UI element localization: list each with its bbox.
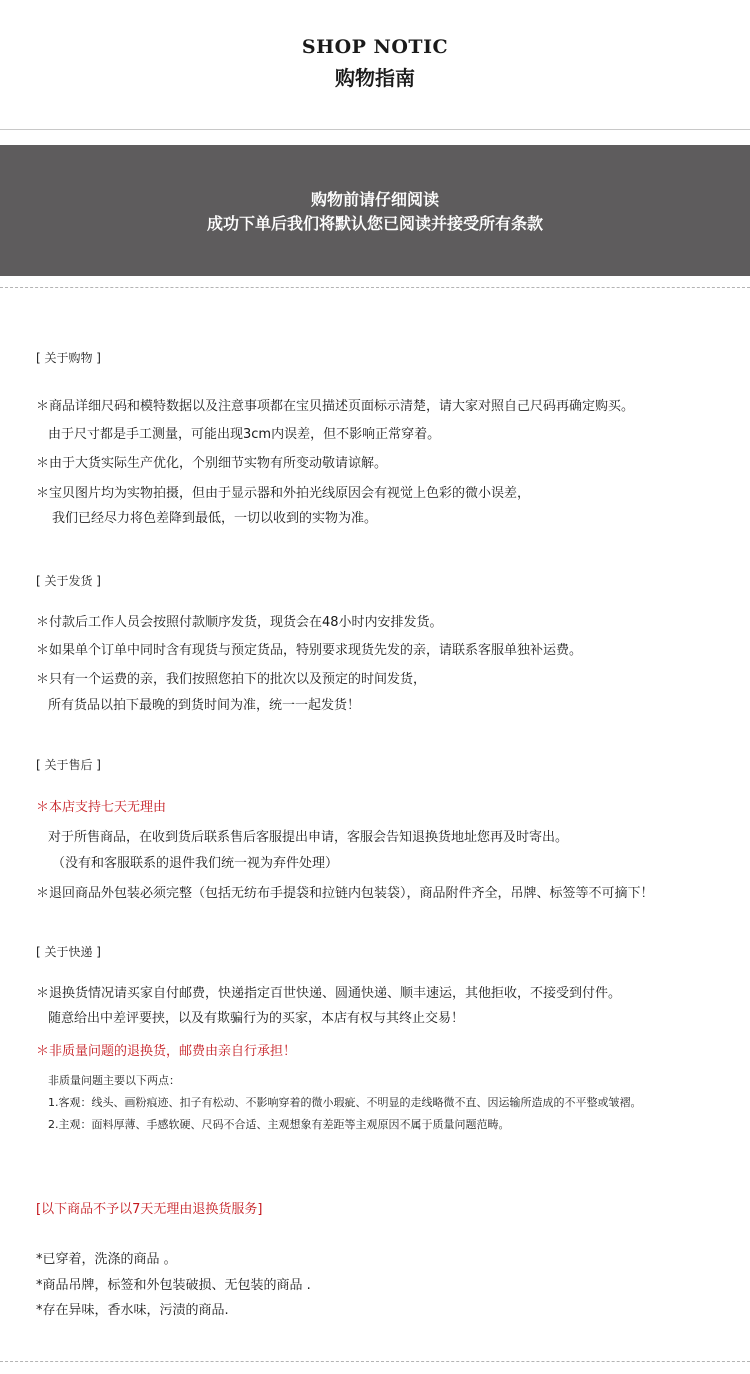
- shopping-line-3: ＊由于大货实际生产优化，个别细节实物有所变动敬请谅解。: [36, 456, 388, 471]
- express-line-3: ＊非质量问题的退换货，邮费由亲自行承担！: [36, 1044, 297, 1059]
- quality-note-1: 1.客观：线头、画粉痕迹、扣子有松动、不影响穿着的微小瑕疵、不明显的走线略微不直、因运输所造成的不平整或皱褶。: [48, 1096, 642, 1109]
- shopping-line-2: 由于尺寸都是手工测量，可能出现3cm内误差，但不影响正常穿着。: [48, 427, 441, 442]
- bottom-dashed-divider: [0, 1361, 750, 1362]
- title-english: SHOP NOTIC: [301, 36, 449, 58]
- aftersale-line-3: （没有和客服联系的退件我们统一视为弃件处理）: [52, 856, 339, 871]
- section-title-shopping: [ 关于购物 ]: [36, 351, 101, 365]
- section-title-excluded: [以下商品不予以7天无理由退换货服务]: [36, 1202, 263, 1217]
- shipping-line-3: ＊只有一个运费的亲，我们按照您拍下的批次以及预定的时间发货，: [36, 672, 427, 687]
- title-chinese: 购物指南: [335, 66, 415, 90]
- banner-line-1: 购物前请仔细阅读: [310, 190, 439, 209]
- excluded-line-3: *存在异味，香水味，污渍的商品.: [36, 1303, 229, 1318]
- excluded-line-2: *商品吊牌，标签和外包装破损、无包装的商品 .: [36, 1278, 311, 1293]
- shopping-line-1: ＊商品详细尺码和模特数据以及注意事项都在宝贝描述页面标示清楚，请大家对照自己尺码再确定购买。: [36, 399, 635, 414]
- quality-note-2: 2.主观：面料厚薄、手感软硬、尺码不合适、主观想象有差距等主观原因不属于质量问题范畴。: [48, 1118, 510, 1131]
- express-line-1: ＊退换货情况请买家自付邮费，快递指定百世快递、圆通快递、顺丰速运，其他拒收，不接受到付件。: [36, 986, 622, 1001]
- shipping-line-2: ＊如果单个订单中同时含有现货与预定货品，特别要求现货先发的亲，请联系客服单独补运费。: [36, 643, 583, 658]
- shopping-line-4: ＊宝贝图片均为实物拍摄，但由于显示器和外拍光线原因会有视觉上色彩的微小误差，: [36, 486, 531, 501]
- express-line-2: 随意给出中差评要挟，以及有欺骗行为的买家，本店有权与其终止交易！: [48, 1011, 465, 1026]
- notice-banner: [0, 145, 750, 276]
- excluded-line-1: *已穿着，洗涤的商品 。: [36, 1252, 177, 1267]
- shipping-line-4: 所有货品以拍下最晚的到货时间为准，统一一起发货！: [48, 698, 361, 713]
- section-title-aftersale: [ 关于售后 ]: [36, 758, 101, 772]
- page-header: [0, 0, 750, 145]
- header-divider: [0, 129, 750, 130]
- shipping-line-1: ＊付款后工作人员会按照付款顺序发货，现货会在48小时内安排发货。: [36, 615, 443, 630]
- section-title-shipping: [ 关于发货 ]: [36, 574, 101, 588]
- aftersale-line-1: ＊本店支持七天无理由: [36, 800, 167, 815]
- shopping-line-5: 我们已经尽力将色差降到最低，一切以收到的实物为准。: [52, 511, 378, 526]
- top-dashed-divider: [0, 287, 750, 288]
- aftersale-line-2: 对于所售商品，在收到货后联系售后客服提出申请，客服会告知退换货地址您再及时寄出。: [48, 830, 569, 845]
- quality-note-title: 非质量问题主要以下两点：: [48, 1074, 180, 1087]
- section-title-express: [ 关于快递 ]: [36, 945, 101, 959]
- banner-line-2: 成功下单后我们将默认您已阅读并接受所有条款: [206, 214, 543, 233]
- aftersale-line-4: ＊退回商品外包装必须完整（包括无纺布手提袋和拉链内包装袋），商品附件齐全，吊牌、标签等不可摘下！: [36, 886, 654, 901]
